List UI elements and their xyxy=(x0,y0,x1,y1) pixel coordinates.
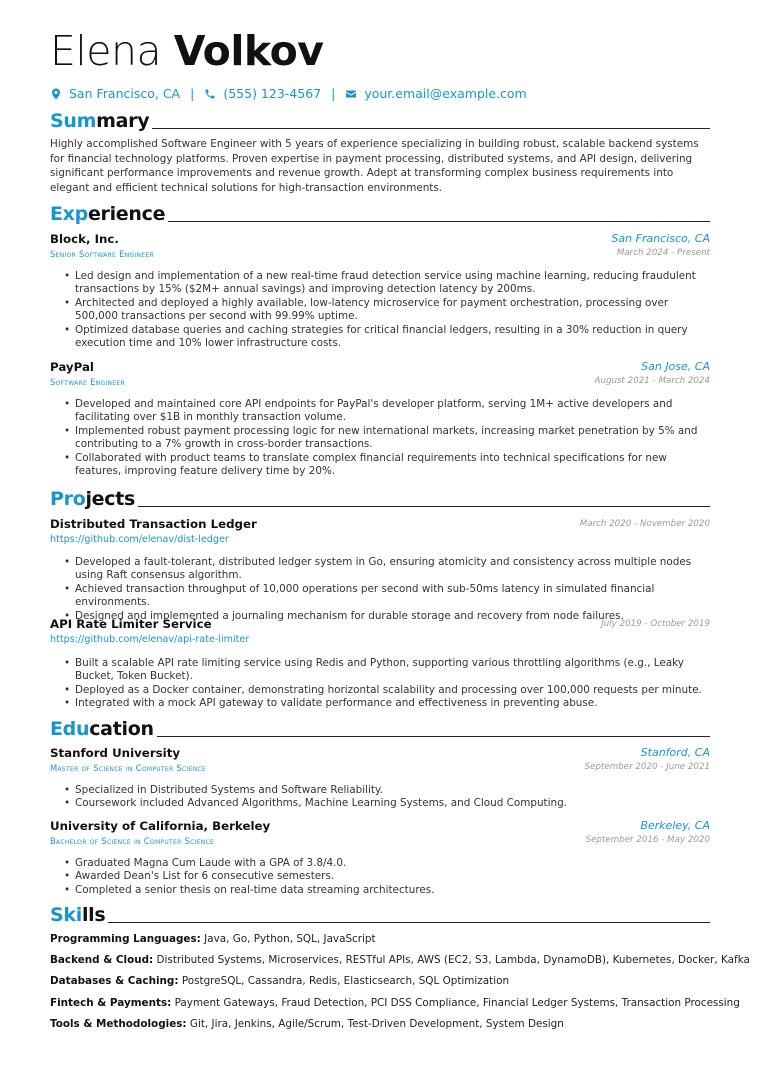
envelope-icon xyxy=(345,88,357,100)
skill-label: Backend & Cloud: xyxy=(50,954,154,966)
skill-value: Java, Go, Python, SQL, JavaScript xyxy=(204,933,376,945)
job-location: San Jose, CA xyxy=(641,360,710,373)
school-name: University of California, Berkeley xyxy=(50,819,271,833)
list-item: • Led design and implementation of a new real-time fraud detection service using machine learning, reducing fraudulent transactions by 15% ($2M+ annual savings) and improving detection latency by 200ms. xyxy=(64,270,712,297)
degree: Bachelor of Science in Computer Science xyxy=(50,836,215,846)
list-item: • Built a scalable API rate limiting service using Redis and Python, supporting various throttling algorithms (e.g., Leaky Bucket, Token Bucket). xyxy=(64,657,712,684)
contact-phone[interactable] xyxy=(204,86,321,101)
last-name: Volkov xyxy=(173,27,324,75)
list-item: • Collaborated with product teams to translate complex financial requirements into technical specifications for new features, improving feature delivery time by 20%. xyxy=(64,452,712,479)
education-dates: September 2016 - May 2020 xyxy=(585,835,710,845)
education-dates: September 2020 - June 2021 xyxy=(584,762,710,772)
contact-location xyxy=(50,86,180,101)
project-dates: July 2019 - October 2019 xyxy=(601,619,710,629)
heading-rule xyxy=(138,506,710,507)
heading-rest: lls xyxy=(81,904,106,926)
location-text: San Francisco, CA xyxy=(69,86,181,101)
email-text: your.email@example.com xyxy=(364,86,527,101)
heading-accent: Ski xyxy=(50,904,82,926)
bullet-list xyxy=(64,857,712,897)
list-item: • Deployed as a Docker container, demonstrating horizontal scalability and processing over 100,000 requests per minute. xyxy=(64,684,712,697)
list-item: • Graduated Magna Cum Laude with a GPA of 3.8/4.0. xyxy=(64,857,712,870)
bullet-list xyxy=(64,270,712,350)
school-location: Stanford, CA xyxy=(640,746,710,759)
list-item: • Completed a senior thesis on real-time data streaming architectures. xyxy=(64,884,712,897)
projects-heading xyxy=(50,488,710,510)
heading-rest: mary xyxy=(96,110,150,132)
bullet-list xyxy=(64,556,712,623)
map-pin-icon xyxy=(50,88,62,100)
list-item: • Awarded Dean's List for 6 consecutive semesters. xyxy=(64,870,712,883)
project-title: Distributed Transaction Ledger xyxy=(50,517,257,531)
job-role: Software Engineer xyxy=(50,377,125,387)
job-dates: August 2021 - March 2024 xyxy=(594,376,710,386)
list-item: • Integrated with a mock API gateway to validate performance and effectiveness in preventing abuse. xyxy=(64,697,712,710)
summary-text: Highly accomplished Software Engineer with 5 years of experience specializing in building robust, scalable backend systems for financial technology platforms. Proven expertise in payment processing, distributed systems, and API design, delivering significant performance improvements and revenue growth. Adept at transforming complex business requirements into elegant and efficient technical solutions for high-transaction environments. xyxy=(50,138,699,194)
skill-row xyxy=(50,974,710,988)
phone-text: (555) 123-4567 xyxy=(223,86,322,101)
company-name: Block, Inc. xyxy=(50,232,119,246)
project-title: API Rate Limiter Service xyxy=(50,617,212,631)
first-name: Elena xyxy=(50,27,162,75)
experience-heading xyxy=(50,203,710,225)
contact-email[interactable] xyxy=(345,86,526,101)
skill-label: Fintech & Payments: xyxy=(50,997,172,1009)
list-item: • Developed and maintained core API endpoints for PayPal's developer platform, serving 1M+ active developers and facilitating over $1B in monthly transaction volume. xyxy=(64,398,712,425)
job-role: Senior Software Engineer xyxy=(50,249,154,259)
skill-label: Tools & Methodologies: xyxy=(50,1018,187,1030)
heading-rule xyxy=(152,128,710,129)
phone-icon xyxy=(204,88,216,100)
heading-rest: cation xyxy=(89,718,154,740)
list-item: • Designed and implemented a journaling mechanism for durable storage and recovery from node failures. xyxy=(64,610,712,623)
list-item: • Optimized database queries and caching strategies for critical financial ledgers, resulting in a 30% reduction in query execution time and 10% lower infrastructure costs. xyxy=(64,324,712,351)
summary-heading xyxy=(50,110,710,132)
heading-accent: Sum xyxy=(50,110,97,132)
bullet-list xyxy=(64,784,712,811)
skill-row xyxy=(50,996,740,1010)
skill-label: Databases & Caching: xyxy=(50,975,179,987)
skill-value: PostgreSQL, Cassandra, Redis, Elasticsearch, SQL Optimization xyxy=(181,975,510,987)
skill-row xyxy=(50,1017,710,1031)
job-dates: March 2024 - Present xyxy=(616,248,710,258)
school-name: Stanford University xyxy=(50,746,181,760)
candidate-name xyxy=(50,28,323,74)
skills-heading xyxy=(50,904,710,926)
list-item: • Architected and deployed a highly available, low-latency microservice for payment orchestration, processing over 500,000 transactions per second with 99.99% uptime. xyxy=(64,297,712,324)
skill-value: Git, Jira, Jenkins, Agile/Scrum, Test-Driven Development, System Design xyxy=(189,1018,564,1030)
heading-accent: Pro xyxy=(50,488,86,510)
list-item: • Achieved transaction throughput of 10,000 operations per second with sub-50ms latency in simulated financial environments. xyxy=(64,583,712,610)
skill-label: Programming Languages: xyxy=(50,933,201,945)
list-item: • Developed a fault-tolerant, distributed ledger system in Go, ensuring atomicity and consistency across multiple nodes using Raft consensus algorithm. xyxy=(64,556,712,583)
list-item: • Coursework included Advanced Algorithms, Machine Learning Systems, and Cloud Computing. xyxy=(64,797,712,810)
heading-rule xyxy=(157,736,710,737)
project-dates: March 2020 - November 2020 xyxy=(579,519,710,529)
education-heading xyxy=(50,718,710,740)
bullet-list xyxy=(64,657,712,711)
heading-rest: erience xyxy=(87,203,166,225)
skill-row xyxy=(50,932,710,946)
heading-rest: jects xyxy=(85,488,136,510)
skill-row xyxy=(50,953,750,967)
list-item: • Implemented robust payment processing logic for new international markets, increasing market penetration by 5% and contributing to a 7% growth in cross-border transactions. xyxy=(64,425,712,452)
school-location: Berkeley, CA xyxy=(640,819,710,832)
project-link[interactable]: https://github.com/elenav/api-rate-limiter xyxy=(50,634,250,645)
company-name: PayPal xyxy=(50,360,94,374)
heading-accent: Exp xyxy=(50,203,88,225)
degree: Master of Science in Computer Science xyxy=(50,763,207,773)
project-link[interactable]: https://github.com/elenav/dist-ledger xyxy=(50,534,229,545)
job-location: San Francisco, CA xyxy=(611,232,710,245)
contact-separator: | xyxy=(190,86,195,101)
list-item: • Specialized in Distributed Systems and Software Reliability. xyxy=(64,784,712,797)
bullet-list xyxy=(64,398,712,478)
skill-value: Distributed Systems, Microservices, RESTful APIs, AWS (EC2, S3, Lambda, DynamoDB), Kubernetes, Docker, Kafka xyxy=(156,954,750,966)
heading-rule xyxy=(108,922,710,923)
skill-value: Payment Gateways, Fraud Detection, PCI DSS Compliance, Financial Ledger Systems, Transaction Processing xyxy=(174,997,740,1009)
heading-rule xyxy=(168,221,710,222)
contact-separator: | xyxy=(331,86,336,101)
heading-accent: Edu xyxy=(50,718,90,740)
contact-line xyxy=(50,86,527,101)
